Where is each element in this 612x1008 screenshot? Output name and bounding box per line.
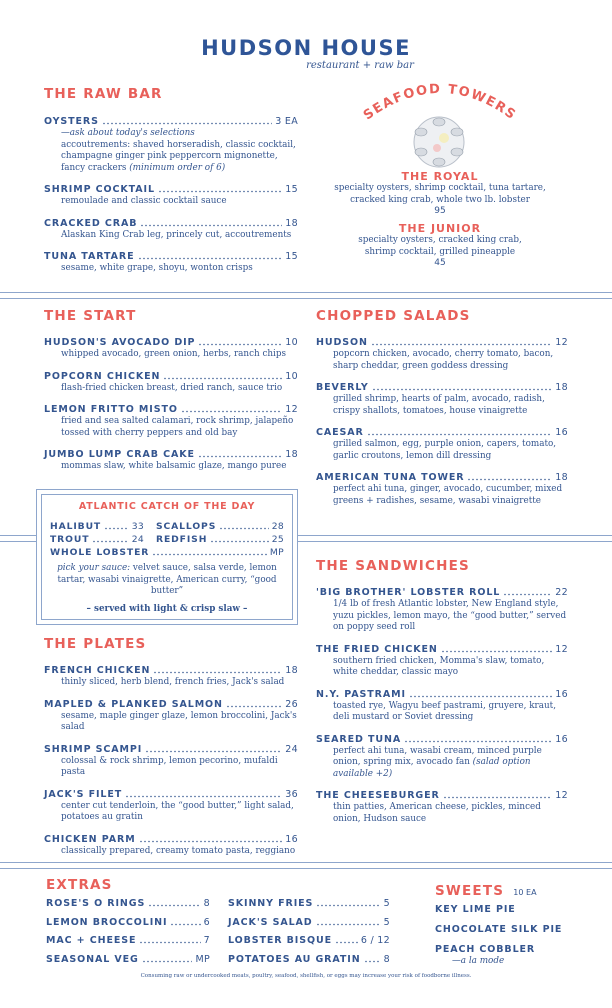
dot-leader [409,695,552,698]
item-row [316,643,568,656]
item-name: SEARED TUNA [316,733,402,745]
dot-leader [404,740,552,743]
item-name: TROUT [50,534,90,545]
item-name: POTATOES AU GRATIN [228,953,361,965]
dot-leader [316,904,380,907]
item-price: 22 [555,587,568,598]
dot-leader [158,190,282,193]
item-price: MP [269,547,284,558]
plates-list [44,664,298,866]
dot-leader [467,478,552,481]
sauce-list: velvet sauce, salsa verde, lemon tartar, wasabi vinaigrette, American curry, “good butter” [57,563,277,596]
item-row [44,336,298,349]
item-row [316,688,568,701]
tower-name: THE JUNIOR [398,222,482,235]
sweet-item: KEY LIME PIE [435,904,516,915]
menu-item [44,403,298,439]
start-title: THE START [44,308,137,324]
description-text: toasted rye, Wagyu beef pastrami, gruyere, kraut, deli mustard or Soviet dressing [333,700,556,722]
menu-item [316,471,568,507]
tower-desc: specialty oysters, cracked king crab, shrimp cocktail, grilled pineapple [358,235,522,257]
catch-of-the-day-box [36,489,298,625]
item-name: THE FRIED CHICKEN [316,643,438,655]
description-text: colossal & rock shrimp, lemon pecorino, mufaldi pasta [61,755,278,777]
description-text: Alaskan King Crab leg, princely cut, accoutrements [61,229,292,240]
item-description [44,461,298,473]
description-text: grilled shrimp, hearts of palm, avocado, radish, crispy shallots, tomatoes, house vinaigrette [333,394,545,416]
description-text: thinly sliced, herb blend, french fries, Jack's salad [61,677,285,687]
item-row [44,664,298,677]
menu-item [44,788,298,824]
item-row [44,250,298,263]
item-description [316,484,568,507]
dot-leader [92,540,128,543]
dot-leader [139,840,283,843]
menu-item [228,897,390,910]
item-row [156,533,284,546]
svg-text:SEAFOOD TOWERS: SEAFOOD TOWERS [360,81,520,122]
item-name: TUNA TARTARE [44,251,135,262]
item-description [316,599,568,634]
item-description [44,416,298,439]
sandwiches-title: THE SANDWICHES [316,558,470,574]
menu-item [50,520,144,533]
catch-list [50,520,284,546]
item-description [316,349,568,372]
item-row [316,789,568,802]
dot-leader [139,941,200,944]
dot-leader [443,796,553,799]
item-name: 'BIG BROTHER' LOBSTER ROLL [316,587,501,598]
sandwiches-list [316,586,568,834]
item-price: 6 [203,916,210,928]
item-row [316,471,568,484]
description-text: sesame, white grape, shoyu, wonton crisps [61,263,253,273]
item-name: JACK'S FILET [44,788,123,800]
dot-leader [198,455,282,458]
sweet-note: —a la mode [452,956,505,966]
menu-item [228,953,390,966]
menu-item [316,789,568,825]
item-row [46,934,210,947]
item-name: HUDSON [316,337,368,348]
item-description [44,846,298,858]
oyster-platter-icon [408,112,470,172]
menu-item [316,733,568,781]
item-name: REDFISH [156,534,208,545]
item-price: 12 [555,790,568,801]
dot-leader [335,941,358,944]
item-name: MAC + CHEESE [46,935,137,946]
item-row [50,520,144,533]
catch-title: ATLANTIC CATCH OF THE DAY [78,501,256,512]
item-name: SHRIMP SCAMPI [44,743,143,755]
menu-item [44,183,298,208]
restaurant-tagline: restaurant + raw bar [306,60,414,71]
item-row [46,897,210,910]
item-price: 15 [285,184,298,195]
item-row [156,520,284,533]
item-name: LOBSTER BISQUE [228,935,332,946]
item-note: —ask about today's selections [61,128,195,138]
item-name: LEMON FRITTO MISTO [44,404,178,415]
dot-leader [210,540,268,543]
raw-bar-title: THE RAW BAR [44,86,163,102]
menu-item [228,916,390,929]
sweets-price: 10 EA [513,888,537,897]
item-description [316,656,568,679]
item-name: ROSE'S O RINGS [46,898,146,909]
menu-item [46,934,210,947]
item-price: 25 [271,534,284,545]
item-row [316,381,568,394]
item-row [228,934,390,947]
sweet-item: CHOCOLATE SILK PIE [435,924,563,935]
item-row [316,586,568,599]
item-name: FRENCH CHICKEN [44,665,151,676]
tower-name: THE ROYAL [401,170,479,183]
item-row [316,426,568,439]
item-price: 5 [383,916,390,928]
item-price: 15 [285,251,298,262]
item-price: 16 [555,427,568,438]
item-price: 26 [285,698,298,710]
item-name: N.Y. PASTRAMI [316,688,406,700]
item-row [316,733,568,746]
menu-item [46,953,210,966]
item-price: 10 [285,337,298,348]
menu-item [44,833,298,858]
item-name: SCALLOPS [156,521,217,532]
extras-title: EXTRAS [46,877,113,893]
description-text: flash-fried chicken breast, dried ranch, sauce trio [61,382,283,393]
menu-item [316,688,568,724]
menu-item [156,520,284,533]
item-name: AMERICAN TUNA TOWER [316,472,465,483]
extras-col2 [228,897,390,971]
catch-item-whole-lobster [50,546,284,559]
menu-item [316,336,568,372]
dot-leader [140,224,282,227]
item-name: LEMON BROCCOLINI [46,916,168,928]
item-price: 16 [555,733,568,745]
dot-leader [219,527,268,530]
item-name: SEASONAL VEG [46,953,139,965]
dot-leader [138,257,283,260]
sweets-header [435,880,595,899]
dot-leader [145,750,282,753]
item-price: 24 [285,743,298,755]
salads-list [316,336,568,516]
description-text: fried and sea salted calamari, rock shrimp, jalapeño tossed with cherry peppers and old bay [61,416,294,438]
item-description [316,394,568,417]
item-description [44,140,298,175]
salads-title: CHOPPED SALADS [316,308,471,324]
item-name: WHOLE LOBSTER [50,547,150,558]
description-text: grilled salmon, egg, purple onion, capers, tomato, garlic croutons, lemon dill dressing [333,439,557,461]
description-text: accoutrements: shaved horseradish, classic cocktail, champagne ginger pink peppercorn mignonette, fancy crackers [61,139,296,173]
section-divider [0,292,612,299]
description-text: perfect ahi tuna, ginger, avocado, cucumber, mixed greens + radishes, sesame, wasabi vinaigrette [333,484,563,506]
slaw-note: – served with light & crisp slaw – [86,603,248,614]
dot-leader [441,650,553,653]
food-safety-disclaimer: Consuming raw or undercooked meats, poultry, seafood, shellfish, or eggs may increase your risk of foodborne illness. [140,973,472,979]
menu-item [44,370,298,395]
item-description [44,756,298,779]
dot-leader [142,960,193,963]
item-price: 18 [555,382,568,393]
item-name: JUMBO LUMP CRAB CAKE [44,449,195,460]
dot-leader [125,795,282,798]
item-row [228,953,390,966]
description-text: thin patties, American cheese, pickles, minced onion, Hudson sauce [333,802,541,824]
sauce-label: pick your sauce: [57,563,131,573]
description-text: center cut tenderloin, the “good butter,” light salad, potatoes au gratin [61,800,294,822]
dot-leader [364,960,381,963]
raw-bar-list [44,115,298,284]
dot-leader [153,671,282,674]
item-description [44,383,298,395]
dot-leader [367,433,553,436]
item-name: THE CHEESEBURGER [316,790,440,801]
description-note: (salad option available +2) [333,757,531,779]
menu-item [316,586,568,634]
item-description [44,349,298,361]
item-row [44,788,298,801]
item-row [44,115,298,128]
description-text: mommas slaw, white balsamic glaze, mango puree [61,461,287,471]
item-price: 3 EA [275,116,298,127]
dot-leader [163,377,282,380]
item-row [44,217,298,230]
item-row [50,533,144,546]
item-price: 12 [555,643,568,655]
item-name: SHRIMP COCKTAIL [44,184,155,195]
plates-title: THE PLATES [44,636,147,652]
item-price: 36 [285,788,298,800]
item-price: 12 [285,404,298,415]
item-row [44,183,298,196]
item-name: SKINNY FRIES [228,898,314,909]
item-description [44,263,298,275]
dot-leader [316,923,381,926]
item-price: 16 [555,688,568,700]
tower-price: 95 [434,206,446,216]
item-description [44,196,298,208]
dot-leader [372,388,553,391]
item-name: HALIBUT [50,521,102,532]
section-divider [0,862,612,869]
item-price: 8 [383,953,390,965]
sweets-list [435,903,595,968]
item-row [46,953,210,966]
item-price: 7 [203,935,210,946]
menu-item [44,698,298,734]
item-price: 18 [285,665,298,676]
menu-item [316,426,568,462]
item-description [316,746,568,781]
item-price: 12 [555,337,568,348]
menu-item [316,381,568,417]
item-description [44,230,298,242]
sweet-item: PEACH COBBLER [435,944,536,955]
description-text: 1/4 lb of fresh Atlantic lobster, New England style, yuzu pickles, lemon mayo, the “good butter,” served on poppy seed roll [333,599,567,632]
item-price: 18 [555,472,568,483]
dot-leader [148,904,200,907]
item-description [316,802,568,825]
item-description [316,439,568,462]
item-price: 8 [203,898,210,909]
item-name: BEVERLY [316,382,369,393]
sweets-title: SWEETS [435,883,505,899]
item-row [44,743,298,756]
item-price: 18 [285,449,298,460]
item-description [44,801,298,824]
item-price: 10 [285,370,298,382]
menu-item [44,250,298,275]
dot-leader [226,705,282,708]
tower-price: 45 [434,258,446,268]
description-text: perfect ahi tuna, wasabi cream, minced purple onion, spring mix, avocado fan [333,745,542,767]
item-price: 5 [383,898,390,909]
item-name: OYSTERS [44,116,99,127]
extras-col1 [46,897,210,971]
restaurant-name: HUDSON HOUSE [201,36,411,60]
item-description [44,677,298,689]
menu-item [50,533,144,546]
description-text: remoulade and classic cocktail sauce [61,196,227,206]
item-row [46,916,210,929]
item-price: 6 / 12 [360,935,390,946]
dot-leader [170,923,200,926]
item-price: 28 [271,521,284,532]
item-row [228,916,390,929]
menu-item [156,533,284,546]
description-text: popcorn chicken, avocado, cherry tomato, bacon, sharp cheddar, green goddess dressing [333,349,554,371]
item-row [316,336,568,349]
item-row [44,370,298,383]
start-list [44,336,298,482]
tower-desc: specialty oysters, shrimp cocktail, tuna tartare, cracked king crab, whole two lb. lobster [334,183,546,205]
item-name: CHICKEN PARM [44,833,136,845]
dot-leader [152,553,267,556]
description-text: classically prepared, creamy tomato pasta, reggiano [61,845,296,856]
item-name: MAPLED & PLANKED SALMON [44,698,223,710]
dot-leader [104,527,129,530]
menu-item [44,217,298,242]
item-name: HUDSON'S AVOCADO DIP [44,337,196,348]
item-price: MP [195,953,210,965]
description-text: southern fried chicken, Momma's slaw, tomato, white cheddar, classic mayo [333,655,545,677]
item-row [44,403,298,416]
dot-leader [181,410,282,413]
item-row [228,897,390,910]
item-price: 16 [285,833,298,845]
item-price: 24 [131,534,144,545]
dot-leader [371,343,552,346]
menu-item [316,643,568,679]
item-price: 18 [285,217,298,229]
menu-item [44,664,298,689]
item-row [44,833,298,846]
item-name: JACK'S SALAD [228,916,313,928]
description-text: whipped avocado, green onion, herbs, ranch chips [61,349,287,359]
menu-item [44,336,298,361]
item-row [44,448,298,461]
item-name: CRACKED CRAB [44,217,138,229]
item-name: CAESAR [316,427,364,438]
menu-item [44,743,298,779]
description-note: (minimum order of 6) [129,162,226,173]
item-description [44,711,298,734]
menu-item [46,897,210,910]
seafood-towers-list [330,164,550,268]
menu-item [44,115,298,174]
dot-leader [198,343,282,346]
item-description [316,701,568,724]
item-row [44,698,298,711]
item-price: 33 [131,521,144,532]
menu-item [228,934,390,947]
dot-leader [102,122,272,125]
sauce-options [50,559,284,598]
description-text: sesame, maple ginger glaze, lemon broccolini, Jack's salad [61,710,297,732]
dot-leader [503,593,552,596]
menu-item [46,916,210,929]
item-name: POPCORN CHICKEN [44,370,161,382]
menu-item [44,448,298,473]
